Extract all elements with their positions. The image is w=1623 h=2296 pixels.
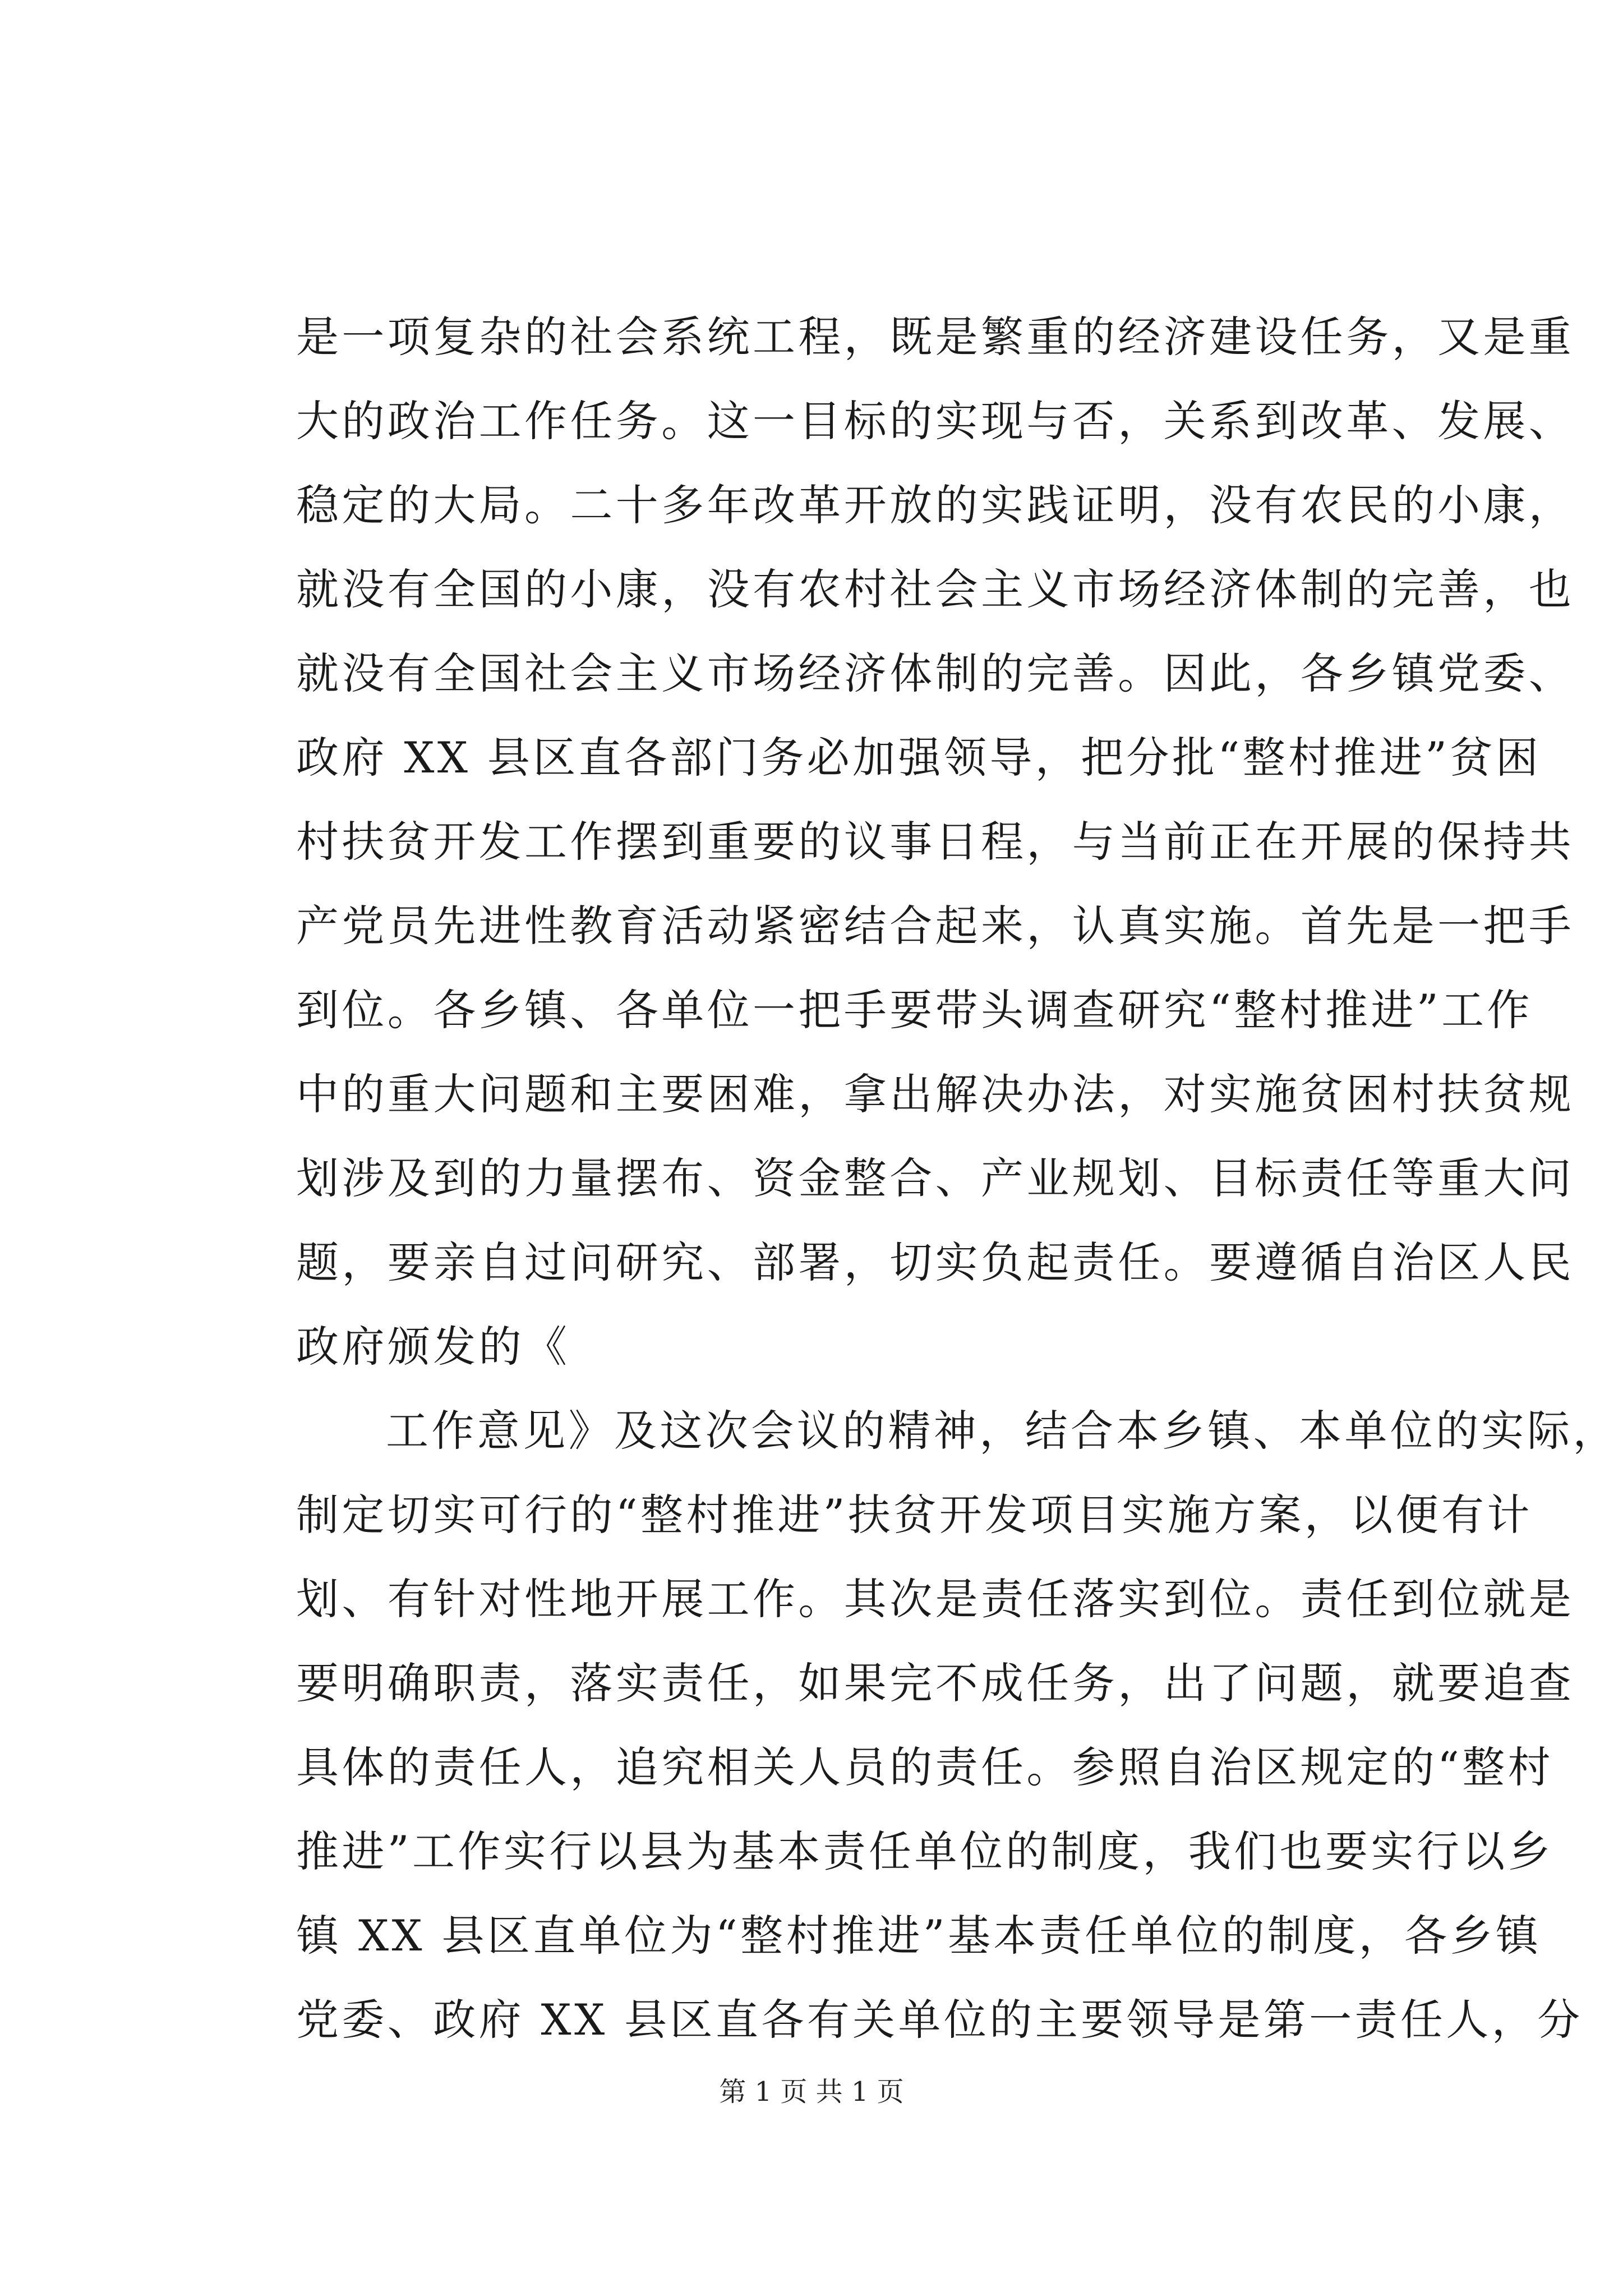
text-line: 就没有全国社会主义市场经济体制的完善。因此，各乡镇党委、	[296, 648, 1575, 698]
text-line: 题，要亲自过问研究、部署，切实负起责任。要遵循自治区人民	[296, 1237, 1575, 1287]
text-line: 党委、政府 XX 县区直各有关单位的主要领导是第一责任人，分	[296, 1995, 1583, 2045]
text-line: 稳定的大局。二十多年改革开放的实践证明，没有农民的小康，	[296, 480, 1575, 530]
text-line: 产党员先进性教育活动紧密结合起来，认真实施。首先是一把手	[296, 901, 1575, 951]
text-line: 要明确职责，落实责任，如果完不成任务，出了问题，就要追查	[296, 1658, 1575, 1708]
text-line: 政府颁发的《	[296, 1322, 570, 1372]
text-line: 中的重大问题和主要困难，拿出解决办法，对实施贫困村扶贫规	[296, 1069, 1575, 1119]
text-line: 镇 XX 县区直单位为“整村推进”基本责任单位的制度，各乡镇	[296, 1911, 1542, 1961]
text-line: 划、有针对性地开展工作。其次是责任落实到位。责任到位就是	[296, 1574, 1575, 1624]
paragraph-start-line: 工作意见》及这次会议的精神，结合本乡镇、本单位的实际，	[386, 1406, 1619, 1456]
text-line: 具体的责任人，追究相关人员的责任。参照自治区规定的“整村	[296, 1742, 1554, 1792]
text-line: 政府 XX 县区直各部门务必加强领导，把分批“整村推进”贫困	[296, 733, 1542, 783]
page-footer	[0, 2074, 1623, 2110]
page-number-label: 第 1 页 共 1 页	[719, 2076, 904, 2108]
text-line: 是一项复杂的社会系统工程，既是繁重的经济建设任务，又是重	[296, 312, 1575, 362]
text-line: 大的政治工作任务。这一目标的实现与否，关系到改革、发展、	[296, 396, 1575, 446]
text-line: 划涉及到的力量摆布、资金整合、产业规划、目标责任等重大问	[296, 1153, 1575, 1203]
text-line: 制定切实可行的“整村推进”扶贫开发项目实施方案，以便有计	[296, 1490, 1533, 1540]
text-line: 村扶贫开发工作摆到重要的议事日程，与当前正在开展的保持共	[296, 817, 1575, 867]
body-text	[296, 295, 1619, 2062]
text-line: 到位。各乡镇、各单位一把手要带头调查研究“整村推进”工作	[296, 985, 1533, 1035]
text-line: 推进”工作实行以县为基本责任单位的制度，我们也要实行以乡	[296, 1826, 1554, 1876]
text-line: 就没有全国的小康，没有农村社会主义市场经济体制的完善，也	[296, 564, 1575, 614]
